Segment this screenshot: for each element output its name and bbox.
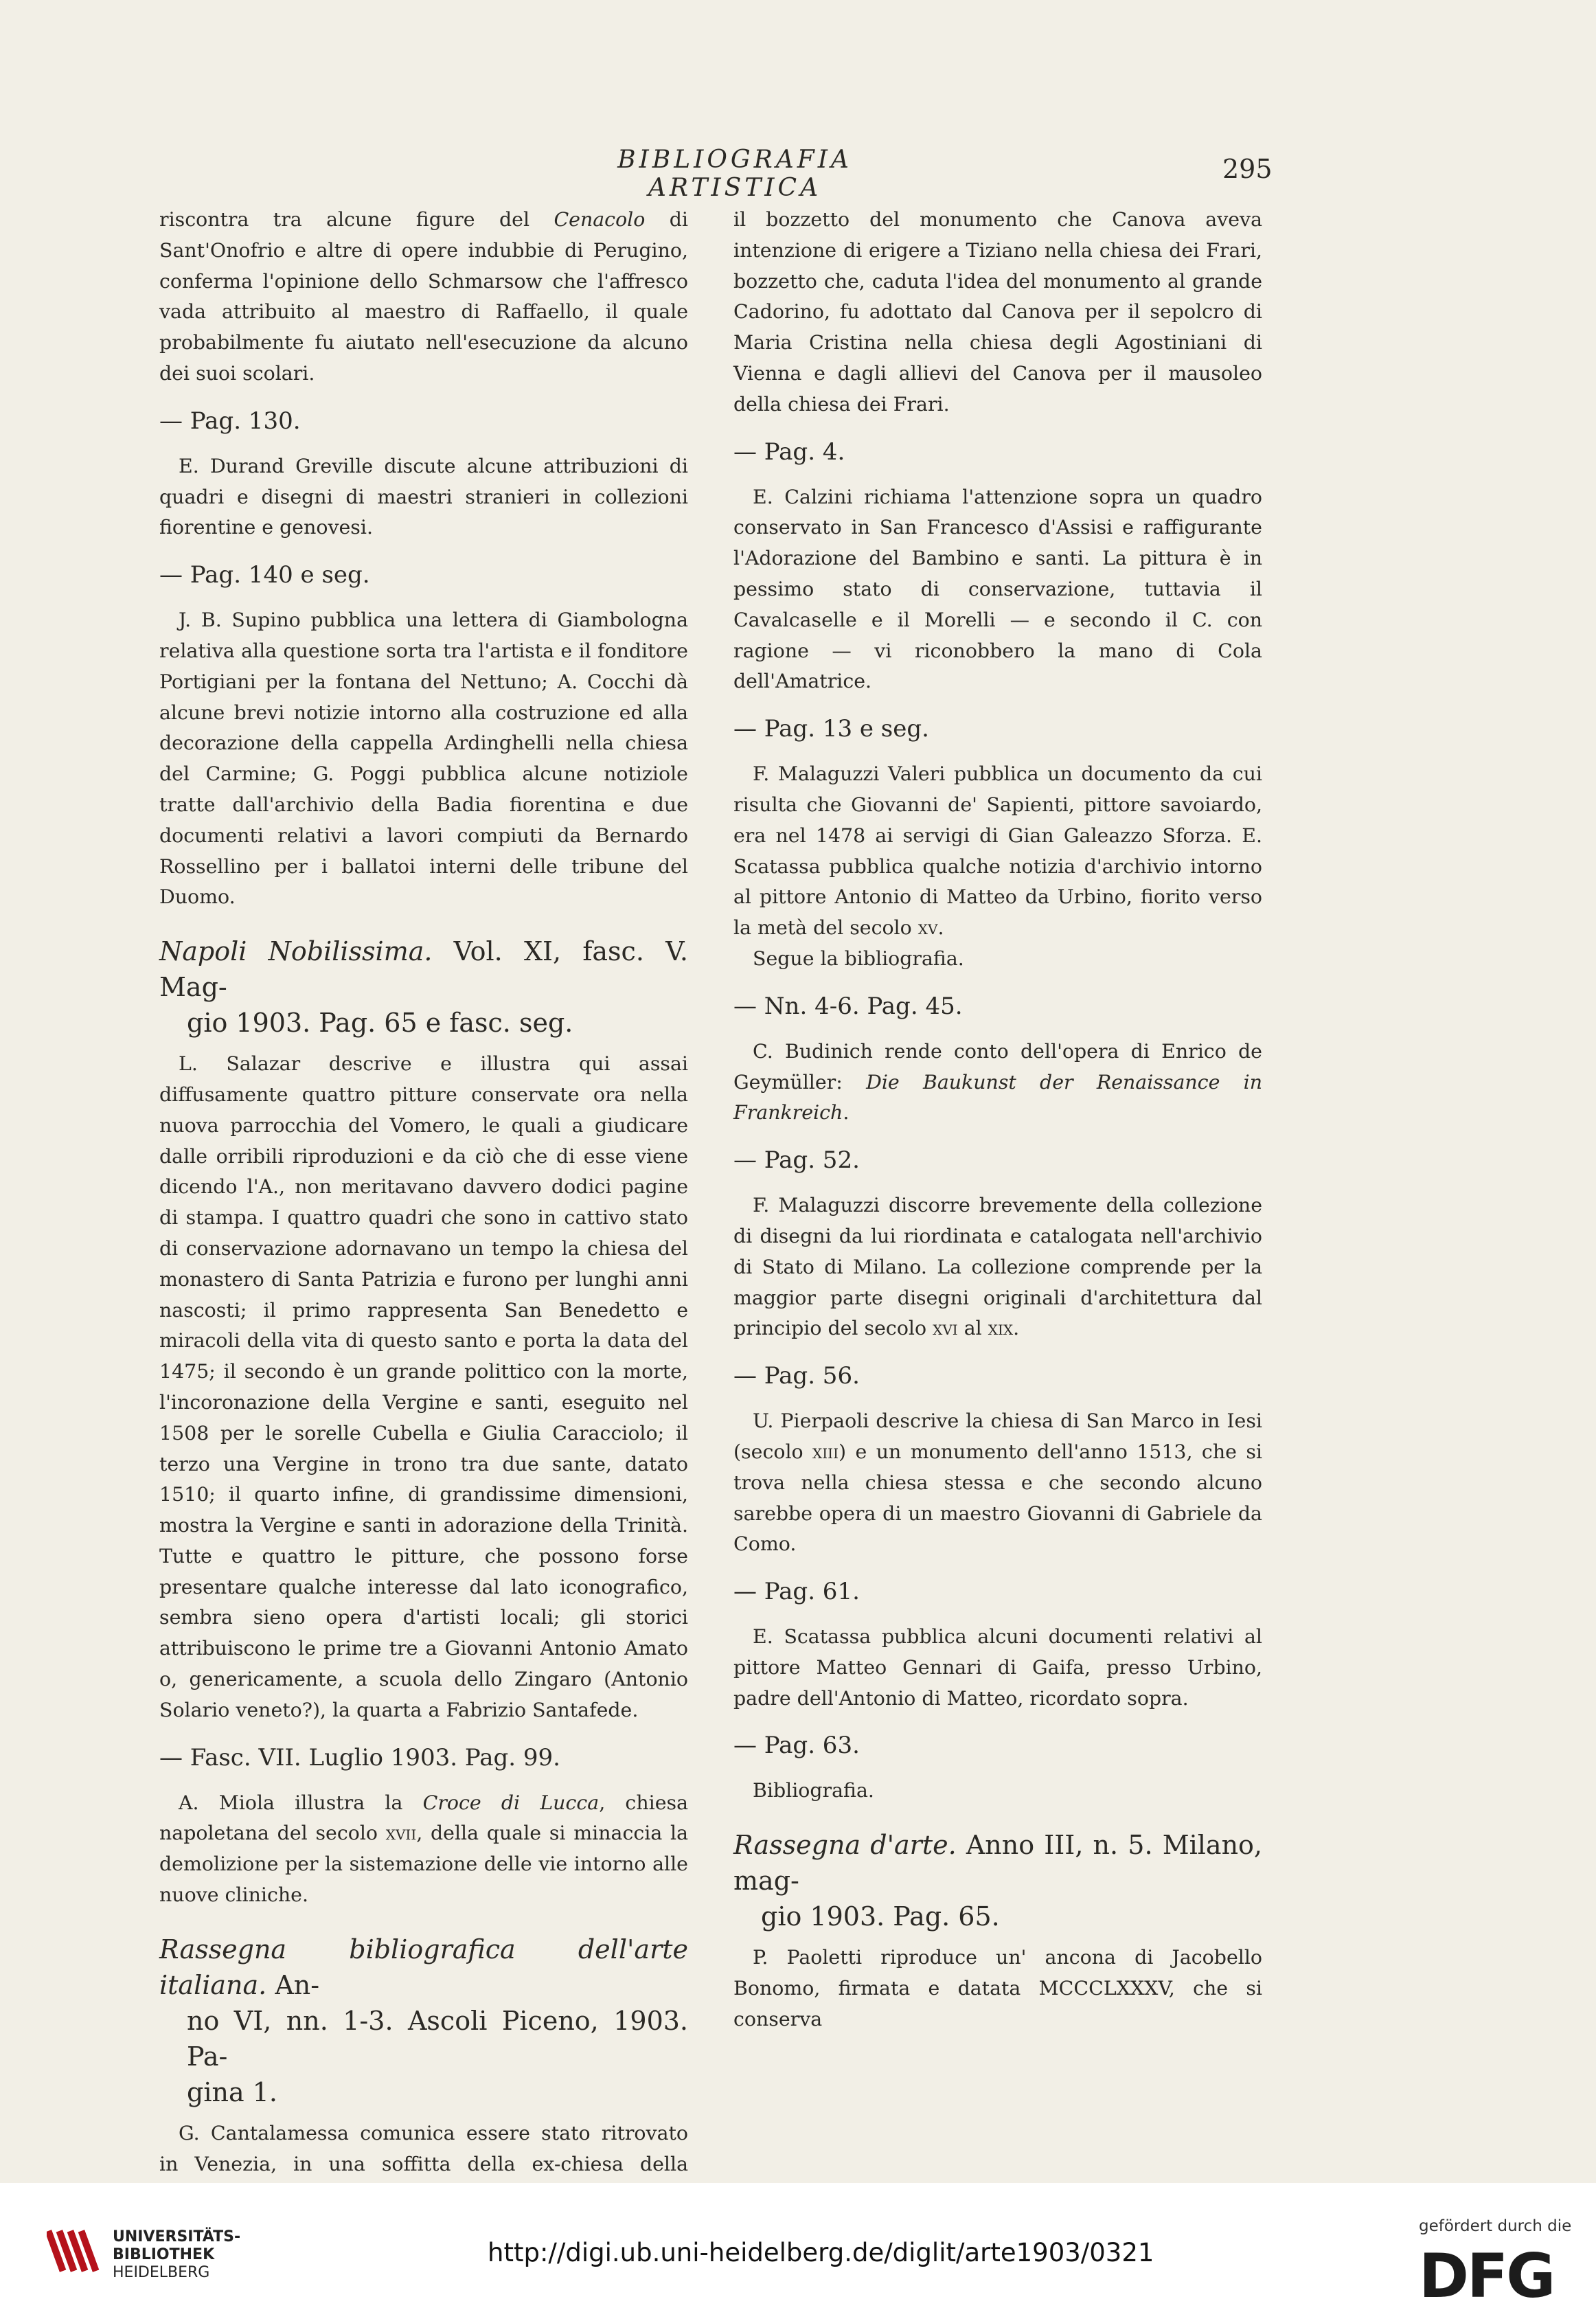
text-run: .	[843, 1101, 850, 1124]
library-name: UNIVERSITÄTS- BIBLIOTHEK HEIDELBERG	[113, 2228, 241, 2281]
text-run: F. Malaguzzi discorre brevemente della collezione di disegni da lui riordinata e catalogata nell'archivio di Stato di Milano. La collezione comprende per la maggior parte disegni originali d'architettura dal principio del secolo	[733, 1194, 1262, 1340]
paragraph	[733, 944, 1262, 975]
page-reference: — Pag. 130.	[159, 407, 301, 435]
text-run: E. Scatassa pubblica alcuni documenti relativi al pittore Matteo Gennari di Gaifa, presso Urbino, padre dell'Antonio di Matteo, ricordato sopra.	[733, 1625, 1262, 1710]
text-run: ) e un monumento dell'anno 1513, che si trova nella chiesa stessa e che secondo alcuno sarebbe opera di un maestro Giovanni di Gabriele da Como.	[733, 1440, 1262, 1556]
page-reference: — Pag. 4.	[733, 438, 845, 466]
roman-numeral: xvi	[933, 1317, 958, 1340]
text-run: J. B. Supino pubblica una lettera di Giambologna relativa alla questione sorta tra l'artista e il fonditore Portigiani per la fontana del Nettuno; A. Cocchi dà alcune brevi notizie intorno alla costruzione ed alla decorazione della cappella Ardinghelli nella chiesa del Carmine; G. Poggi pubblica alcune notiziole tratte dall'archivio della Badia fiorentina e due documenti relativi a lavori compiuti da Bernardo Rossellino per i ballatoi interni delle tribune del Duomo.	[159, 609, 688, 909]
roman-numeral: xv	[917, 916, 938, 940]
page-reference: — Pag. 56.	[733, 1362, 860, 1390]
page-reference: — Nn. 4-6. Pag. 45.	[733, 992, 963, 1020]
text-run: Segue la bibliografia.	[753, 947, 964, 970]
footer-bar	[0, 2183, 1596, 2321]
paragraph	[733, 1776, 1262, 1807]
journal-name: Rassegna bibliografica dell'arte italiana.	[159, 1934, 688, 2000]
page-reference: — Pag. 61.	[733, 1578, 860, 1606]
sponsor-caption: gefördert durch die	[1419, 2217, 1572, 2235]
source-url-link[interactable]: http://digi.ub.uni-heidelberg.de/diglit/arte1903/0321	[488, 2238, 1154, 2267]
journal-name: Napoli Nobilissima.	[159, 936, 433, 967]
dfg-logo: DFG	[1419, 2241, 1554, 2311]
page-reference: — Pag. 52.	[733, 1146, 860, 1175]
text-run: di Sant'Onofrio e altre di opere indubbie di Perugino, conferma l'opinione dello Schmarsow che l'affresco vada attribuito al maestro di Raffaello, il quale probabilmente fu aiutato nell'esecuzione da alcuno dei suoi scolari.	[159, 208, 688, 385]
journal-name: Rassegna d'arte.	[733, 1830, 957, 1861]
right-column	[733, 205, 1262, 2035]
text-run: E. Calzini richiama l'attenzione sopra un quadro conservato in San Francesco d'Assisi e raffigurante l'Adorazione del Bambino e santi. La pittura è in pessimo stato di conservazione, tuttavia il Cavalcaselle e il Morelli — e secondo il C. con ragione — vi riconobbero la mano di Cola dell'Amatrice.	[733, 485, 1262, 693]
book-stack-icon	[47, 2223, 104, 2280]
text-run: U. Pierpaoli descrive la chiesa di San Marco in Iesi (secolo	[733, 1409, 1262, 1463]
journal-issue-continued: gina 1.	[187, 2076, 277, 2107]
journal-issue-continued: gio 1903. Pag. 65.	[761, 1901, 1000, 1932]
paragraph	[733, 1037, 1262, 1129]
journal-issue: An-	[266, 1969, 320, 2000]
text-run: riscontra tra alcune figure del	[159, 208, 554, 231]
running-header: BIBLIOGRAFIA ARTISTICA	[617, 146, 852, 202]
paragraph	[733, 1190, 1262, 1344]
page-reference: — Pag. 13 e seg.	[733, 715, 929, 743]
paragraph	[733, 205, 1262, 420]
paragraph	[733, 1622, 1262, 1714]
text-run: F. Malaguzzi Valeri pubblica un documento da cui risulta che Giovanni de' Sapienti, pittore savoiardo, era nel 1478 ai servigi di Gian Galeazzo Sforza. E. Scatassa pubblica qualche notizia d'archivio intorno al pittore Antonio di Matteo da Urbino, fiorito verso la metà del secolo	[733, 762, 1262, 940]
text-run: P. Paoletti riproduce un' ancona di Jacobello Bonomo, firmata e datata MCCCLXXXV, che si conserva	[733, 1946, 1262, 2030]
page-number: 295	[1222, 154, 1273, 184]
left-column	[159, 205, 688, 2210]
text-run: il bozzetto del monumento che Canova aveva intenzione di erigere a Tiziano nella chiesa dei Frari, bozzetto che, caduta l'idea del monumento al grande Cadorino, fu adottato dal Canova per il sepolcro di Maria Cristina nella chiesa degli Agostiniani di Vienna e dagli allievi del Canova per il mausoleo della chiesa dei Frari.	[733, 208, 1262, 416]
paragraph	[733, 482, 1262, 698]
journal-heading	[159, 933, 688, 1041]
paragraph	[159, 605, 688, 913]
paragraph	[733, 1943, 1262, 2035]
paragraph	[733, 1406, 1262, 1560]
journal-issue-continued: no VI, nn. 1-3. Ascoli Piceno, 1903. Pa-	[187, 2005, 688, 2072]
paragraph	[733, 759, 1262, 944]
roman-numeral: xiii	[812, 1440, 839, 1463]
journal-issue: Vol. XI, fasc. V. Mag-	[159, 936, 688, 1003]
paragraph	[159, 1788, 688, 1911]
text-run: G. Cantalamessa comunica essere stato ritrovato in Venezia, in una soffitta della ex-chiesa della	[159, 2121, 688, 2175]
journal-heading	[159, 1932, 688, 2110]
text-run: A. Miola illustra la	[179, 1791, 423, 1814]
journal-issue: Anno III, n. 5. Milano, mag-	[733, 1830, 1263, 1897]
journal-heading	[733, 1827, 1262, 1934]
page-reference: — Pag. 63.	[733, 1732, 860, 1760]
page-reference: — Pag. 140 e seg.	[159, 561, 370, 589]
journal-issue-continued: gio 1903. Pag. 65 e fasc. seg.	[187, 1008, 573, 1039]
roman-numeral: xvii	[385, 1822, 417, 1845]
page-reference: — Fasc. VII. Luglio 1903. Pag. 99.	[159, 1743, 560, 1771]
text-run: L. Salazar descrive e illustra qui assai diffusamente quattro pitture conservate ora nella nuova parrocchia del Vomero, le quali a giudicare dalle orribili riproduzioni e da ciò che di esse viene dicendo l'A., non meritavano davvero dodici pagine di stampa. I quattro quadri che sono in cattivo stato di conservazione adornavano un tempo la chiesa del monastero di Santa Patrizia e furono per lunghi anni nascosti; il primo rappresenta San Benedetto e miracoli della vita di questo santo e porta la data del 1475; il secondo è un grande polittico con la morte, l'incoronazione della Vergine e santi, eseguito nel 1508 per le sorelle Cubella e Giulia Caracciolo; il terzo una Vergine in trono tra due sante, datato 1510; il quarto infine, di grandissime dimensioni, mostra la Vergine e santi in adorazione della Trinità. Tutte e quattro le pitture, che possono forse presentare qualche interesse dal lato iconografico, sembra sieno opera d'artisti locali; gli storici attribuiscono le prime tre a Giovanni Antonio Amato o, genericamente, a scuola dello Zingaro (Antonio Solario veneto?), la quarta a Fabrizio Santafede.	[159, 1052, 688, 1721]
paragraph	[159, 1049, 688, 1726]
text-run: al	[957, 1317, 988, 1340]
text-run: C. Budinich rende conto dell'opera di Enrico de Geymüller:	[733, 1039, 1262, 1094]
text-run: , della quale si minaccia la demolizione per la sistemazione delle vie intorno alle nuove cliniche.	[159, 1822, 688, 1907]
text-run: .	[937, 916, 944, 940]
italic-title: Croce di Lucca	[422, 1791, 600, 1814]
text-run: , chiesa napoletana del secolo	[159, 1791, 688, 1845]
italic-title: Die Baukunst der Renaissance in Frankreich	[733, 1070, 1262, 1124]
italic-title: Cenacolo	[554, 208, 646, 231]
paragraph	[159, 205, 688, 389]
text-run: .	[1013, 1317, 1020, 1340]
text-run: E. Durand Greville discute alcune attribuzioni di quadri e disegni di maestri stranieri in collezioni fiorentine e genovesi.	[159, 454, 688, 539]
paragraph	[159, 451, 688, 543]
text-run: Bibliografia.	[753, 1779, 874, 1802]
roman-numeral: xix	[988, 1317, 1014, 1340]
